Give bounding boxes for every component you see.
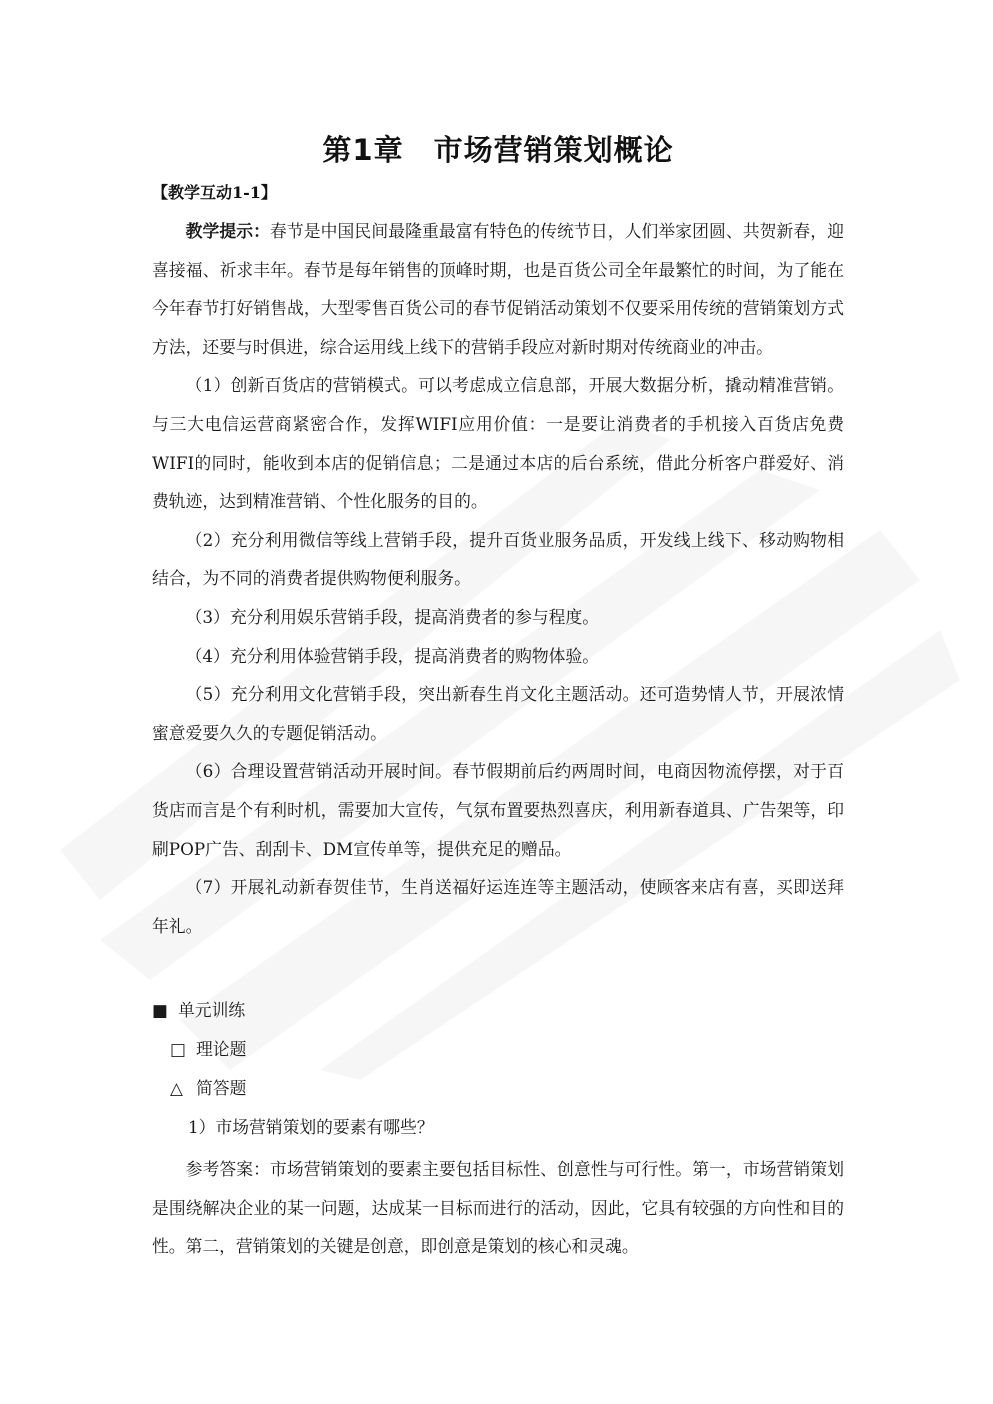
chapter-name: 市场营销策划概论: [433, 133, 674, 167]
unit-training-label: 单元训练: [178, 1000, 246, 1020]
point-1: （1）创新百货店的营销模式。可以考虑成立信息部，开展大数据分析，撬动精准营销。与三大电信运营商紧密合作，发挥WIFI应用价值：一是要让消费者的手机接入百货店免费WIFI的同时，能收到本店的促销信息；二是通过本店的后台系统，借此分析客户群爱好、消费轨迹，达到精准营销、个性化服务的目的。: [152, 375, 844, 512]
theory-label: 理论题: [196, 1039, 247, 1059]
triangle-icon: △: [170, 1078, 183, 1098]
answer-content: [152, 1150, 844, 1266]
interaction-label: 【教学互动1-1】: [152, 183, 277, 202]
square-outline-icon: □: [170, 1039, 186, 1059]
point-6: （6）合理设置营销活动开展时间。春节假期前后约两周时间，电商因物流停摆，对于百货店而言是个有利时机，需要加大宣传，气氛布置要热烈喜庆，利用新春道具、广告架等，印刷POP广告、刮刮卡、DM宣传单等，提供充足的赠品。: [152, 761, 844, 859]
short-answer-heading: [170, 1069, 246, 1108]
teaching-content: [152, 212, 844, 945]
point-5: （5）充分利用文化营销手段，突出新春生肖文化主题活动。还可造势情人节，开展浓情蜜意爱要久久的专题促销活动。: [152, 684, 844, 743]
point-4: （4）充分利用体验营销手段，提高消费者的购物体验。: [185, 645, 600, 666]
short-answer-label: 简答题: [196, 1078, 247, 1098]
point-2: （2）充分利用微信等线上营销手段，提升百货业服务品质，开发线上线下、移动购物相结合，为不同的消费者提供购物便利服务。: [152, 529, 844, 589]
chapter-title: [152, 128, 844, 169]
question-1: 1）市场营销策划的要素有哪些？: [188, 1117, 434, 1137]
unit-training-heading: [152, 991, 245, 1030]
square-filled-icon: ■: [152, 1000, 168, 1020]
teaching-tip: [152, 212, 844, 366]
tip-text: 春节是中国民间最隆重最富有特色的传统节日，人们举家团圆、共贺新春，迎喜接福、祈求丰年。春节是每年销售的顶峰时期，也是百货公司全年最繁忙的时间，为了能在今年春节打好销售战，大型零售百货公司的春节促销活动策划不仅要采用传统的营销策划方式方法，还要与时俱进，综合运用线上线下的营销手段应对新时期对传统商业的冲击。: [152, 221, 844, 357]
point-7: （7）开展礼动新春贺佳节，生肖送福好运连连等主题活动，使顾客来店有喜，买即送拜年礼。: [152, 877, 844, 936]
theory-heading: [170, 1030, 246, 1069]
reference-answer: 参考答案：市场营销策划的要素主要包括目标性、创意性与可行性。第一，市场营销策划是围绕解决企业的某一问题，达成某一目标而进行的活动，因此，它具有较强的方向性和目的性。第二，营销策划的关键是创意，即创意是策划的核心和灵魂。: [152, 1159, 844, 1257]
point-3: （3）充分利用娱乐营销手段，提高消费者的参与程度。: [185, 606, 600, 627]
chapter-number: 第1章: [322, 133, 404, 167]
tip-lead: 教学提示：: [185, 221, 271, 241]
